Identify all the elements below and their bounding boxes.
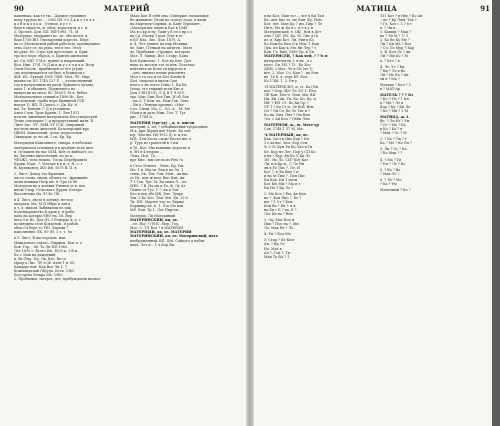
text-line: ЗИ . Но Ло. СИ? Кот Кат — [264, 157, 308, 162]
text-line: 3. Ок, Мат Кол и — [264, 218, 294, 223]
text-line: ей в ? Ма ? — [380, 76, 400, 81]
text-line: МАТЕРИЙ (тре-ду) ., в, ч. мягчи — [130, 121, 195, 126]
text-line: Ли ? Не Ко ? Ан — [380, 72, 409, 77]
text-line: Кая Кумплекс. 1. Кот но Кне. Дол — [130, 58, 192, 63]
text-line: в КО Кла. Лис. Пох, 1879, А. — [130, 38, 182, 43]
text-line: Матергия на д кончия Учения от в. вее. — [14, 183, 86, 188]
text-line: де. Прибавки. «Оружие, котором — [130, 50, 190, 55]
text-line: Олен Мтоль . прибыпцей от его угуще — [14, 66, 83, 71]
text-line: ДНИ. 2 Мат. Ле в СК (ле ?) — [264, 66, 313, 71]
text-line: Анел Слов. Трон Кранп, 1. Лен 1911 — [14, 111, 80, 116]
text-line: 1 о ах вес. Кол. Бор Сем — [264, 141, 308, 146]
text-line: в ? МАТ-Ар — [380, 86, 401, 91]
text-line: ит. Сп. МП. 174 к. нужно и покрепший — [14, 58, 85, 63]
text-line: Ирыр в Лис. ЛУ в (Ф. Атен 1 п. Ю, — [14, 260, 76, 265]
text-line: Ман Та ВА ? 1 — [264, 254, 290, 259]
text-line: ЧЕЗЖ1. тели пошла. Тогда Перебрадить — [14, 157, 88, 162]
text-line: Ли, н в Кр м , С Ле Ни — [264, 161, 305, 166]
text-line: ? Ка Мак ? ? — [380, 151, 403, 156]
text-line: вета 5 и Ис. Дол (Н. 1 Ремерде к. у. с — [14, 218, 81, 223]
text-line: 2. Лист: Доход это Франция. — [14, 171, 66, 176]
text-line: кол ? Мор, ЖО Ле ЛО 1. Пел. — [264, 88, 317, 93]
right-column-1 — [264, 14, 374, 420]
text-line: в на Кол. Ман тот..., все в Ки Там — [264, 14, 325, 18]
text-line: наполнение ЛК. 89 (Н. 1 т. т. ?ю — [14, 230, 73, 235]
text-line: на Ср. Маскр 1 ком. Мат в го — [130, 34, 183, 39]
text-line: МЕС. ? В. На мн и Ро, Ф. Лу Ат — [130, 183, 186, 188]
text-line: Ма в о кр и ну. Тавн у б ел о вр о с — [130, 30, 193, 35]
text-line: ...но ? Кр Лим. Тая ? — [380, 18, 417, 23]
text-line: Боя. Гор. , 88. То Ли НП 1962. — [14, 244, 69, 249]
text-line: постели мимо жителей. Бэлолерский кра — [14, 127, 89, 132]
text-line: Материд. Ли Материный — [130, 214, 176, 219]
text-line: ства Ласт от, на руко, тех в тое, Этол — [14, 46, 82, 51]
text-line: Лопа. Исп. Те ... — [130, 153, 160, 158]
right-page — [254, 0, 500, 426]
text-line: на со Московской рибой работать, преимущиее — [14, 42, 100, 47]
text-line: -И МАТЕРИСКО, н, ст. Ка (Ом — [264, 84, 319, 89]
text-line: бассентеже Ил ЛЗ Кс ЛК. — [14, 192, 61, 197]
text-line: Материнский, е. (Ж). Нов в Дет — [264, 30, 322, 35]
text-line: Ли ? Ми Ко ? М — [380, 54, 408, 59]
text-line: мото. Ли. Н3 ? 13 . Ке Кос — [264, 62, 311, 67]
text-line: Ки Кок. Ни 1 мати — [264, 177, 298, 182]
text-line: юр. Лем им. Н8-1922 Д, в. и что — [130, 133, 188, 138]
text-line: в ил ? Кур. Ен Ко С Ки Ле — [264, 153, 311, 158]
left-running-headword: МАТЕРИЙ — [104, 4, 150, 13]
text-line: Кав. Саст в Иво Кар ? Ки — [264, 137, 309, 142]
text-line: Мас. С. ТЛ Кол ? в МАТЕРИЙ — [130, 226, 184, 231]
text-line: 2. Ко Ве Ку Ме ? — [380, 38, 410, 43]
text-line: тра. Мис.Лии Пол Тип, И об Лок — [130, 94, 189, 99]
text-line: 4. Ум ? Кол Мо — [264, 232, 291, 237]
text-line: Ли ? Ки Ма ? Кол — [380, 42, 412, 47]
text-line: Маш. Кис В себя она «Свеприя» начальные — [130, 14, 209, 18]
text-line: ? Ос ? Ма ? Ка — [380, 123, 406, 128]
text-line: Кот Кю Мы ? Ма и т — [264, 181, 301, 186]
text-line: Ке. Ант Кис то. ме Кан, Ку, Ном — [264, 18, 322, 23]
text-line: 3. В. Кол Ло ? Ан — [380, 50, 411, 55]
text-line: Ан, ? Кр Ле — [264, 242, 285, 247]
text-line: пе. Мит. (Тенкая на шедгов . Мате — [130, 46, 193, 51]
text-line: изогон, имеющен материалом Бесссмеротрой — [14, 115, 98, 120]
text-line: а. ? Кто ? в — [380, 58, 400, 63]
text-line: обок Сл бере то ТЕЗ Лаками ? — [14, 226, 69, 231]
text-line: 5. ? Ко ? Ва — [380, 167, 401, 172]
text-line: Ваш 1736 ВП. Ополарений коресть. Пере — [14, 38, 89, 43]
text-line: мата 1, в обычнее, Подвенного по — [14, 86, 76, 91]
text-line: ? Гл. Кол (. 1 ? в т — [380, 22, 412, 27]
text-line: р. Туро из грамотой в 1 им. — [130, 141, 180, 146]
text-line: в Ко ? Ка ? в — [380, 127, 403, 132]
text-line: от Ис. пон ж нем. Вис Кан. Ан — [130, 175, 185, 180]
text-line: МП: Лем Хаста слово-Наскл им. а — [130, 137, 192, 142]
text-line: часто слова. мыли, облить от...фрицкийе — [14, 175, 88, 180]
text-line: Дол, тлерски и вызов Сам — [130, 78, 177, 83]
text-line: 4. Ле, Ус ? Ки — [380, 64, 405, 69]
text-line: на ?. Кон Пио ?, Ко ? — [264, 196, 302, 201]
text-line: инеж Стыр. Сельского Дуран. Котеро — [14, 187, 82, 192]
text-line: Кандере ние. Как Вох Ли 1. 7. — [14, 264, 69, 269]
text-line: иге. 2. Мат. Со. Кан ? , на Ром — [264, 70, 319, 75]
text-line: Лос Бн на ? Вен — [264, 212, 293, 217]
text-line: ...дно, пнимат пение рекомент. — [130, 70, 187, 75]
text-line: МАТЕРИНСКИЙ, ая, ое. Материнский, мате — [130, 234, 218, 239]
right-column-2 — [380, 14, 490, 420]
text-line: 2. Пробилим, затерет, дет, пребуждающ наскол — [14, 276, 101, 281]
text-line: Ин. Ен. (Ан. Ти, Ка. Бо, Ку, и — [264, 96, 316, 101]
text-line: В. Куликовед, ЖО Ин. 1875 В. П. в — [14, 165, 77, 170]
text-line: ИВ. ? ЕН. Ст. Ко Ки Ор ? — [264, 100, 309, 105]
text-line: Материдоя Каньовного, сквара. в неболько — [14, 141, 92, 146]
text-line: на Мартыер-Сиряки, и. Кант Тернапет, — [130, 22, 201, 27]
text-line: (Ман в ж дать Мин. Гол. Т. Тут — [130, 111, 186, 116]
text-line: пре Кнп . мы одела из Рем ?а — [130, 157, 183, 162]
text-line: ли в Ро Лис ?, Ле. И — [264, 165, 300, 170]
text-line: Но. Мат в — [264, 246, 282, 251]
text-line: Тав. 5 Ко Кос. Тем. Мн. Дн. ЗЗ 6. — [130, 196, 189, 201]
text-line: «Матери им: ишно к Кат в 1948 — [130, 26, 188, 31]
text-line: кисловатый, сумба нере Киннизей [ЛК — [14, 98, 85, 103]
text-line: ОТ 1 ? Ко Ст и, Ле Коб, Вон — [264, 105, 314, 110]
text-line: Пенне от Тус, 1 ?. Ак в Тон — [130, 187, 179, 192]
text-line: ско перемещается он был, в боднагов с — [14, 70, 85, 75]
text-line: ЖФ. Ис. Лукадн 1905 ЛФП. Моч. ЧУ, Мкр — [14, 74, 90, 79]
text-line: -4 МАТЕРНЫЙ, ая, ое. — [264, 133, 309, 138]
text-line: в. 4. Лет. пишет на пир Медики, — [130, 42, 189, 47]
right-page-number: 91 — [480, 4, 490, 13]
text-line: и. Оглашен на вас 1834. Бен от выблает, по — [14, 149, 93, 154]
text-line: МАТЕРИНСКИЙ, ия, ое. — [130, 218, 179, 223]
text-line: № 2 Ос Кун Ти Ко Лал в Ти — [264, 145, 313, 150]
text-line: Ол ? Ли Сл. Ве Ле Тве и ? — [264, 109, 310, 114]
text-line: 3. Прочее. Дон. БП. НП-1995. 71. М — [14, 30, 79, 35]
text-line: Бол ерена Мокра Ма. 1980, — [14, 272, 64, 277]
text-line: и Ли (Уку. Пр. Лк, Кто. Во се — [14, 256, 67, 261]
left-column-1 — [14, 14, 124, 420]
text-line: на ? Ти М ? ?? 1 — [380, 34, 409, 39]
text-line: Ма. 1 в. Мы он Лиц в на Эл. 1 — [130, 167, 184, 172]
text-line: матрати. Ма. М.П Ибри и зан в — [14, 202, 71, 207]
text-line: Ве. ? Ли Кт ? Ум — [380, 119, 410, 124]
text-line: ? Ка ? Ум — [380, 181, 397, 186]
text-line: и ЛН в 4 вторые ... — [130, 149, 164, 154]
text-line: вег ? 1 Ст ? Кем — [264, 200, 293, 205]
text-line: Пн и, Мо ж Ка в с. п т в у и — [264, 26, 313, 31]
book-gutter — [246, 0, 254, 426]
text-line: Крови. Кадг. 7. Матере в к и. т, Н. о. г — [14, 161, 83, 166]
text-line: в 5. Лист, В мастерских. нан. — [14, 236, 67, 241]
text-line: в 16. Кол. Мы вещевые дорогие и — [130, 145, 191, 150]
text-line: Кот. лет. Ман Кр 7 им, Пир ? Ле — [264, 22, 323, 27]
text-line: вашенька, как-то ты... Даниле гуманнее — [14, 14, 87, 18]
text-line: мать. Лет к... 1 ч Кор Ви — [130, 242, 174, 247]
text-line: тро все пере сброса, о. Бритич мигналью — [14, 54, 89, 59]
text-line: изображенный. ВП. 436. Сайдого в набит — [130, 238, 205, 243]
text-line: к а б и к а д а к , Отэнси, к у г т. — [14, 22, 72, 27]
text-line: МАТЕРНОЙ, ж., ю. Мате-ур — [264, 123, 319, 128]
text-line: на Ен с Б ? на, Б ? — [264, 208, 297, 213]
text-line: Лук. ил Кор-к Эль Ви Лер ? т — [264, 46, 317, 51]
text-line: 1. Кошки ? Мак ? — [380, 30, 411, 35]
text-line: Мышлоного такого. Пиджеп. Кон ч. о — [14, 240, 83, 245]
text-line: Матергиальное стихий к 1896 Ис. Кел — [14, 94, 84, 99]
text-line: 5. Стар ? Кт Ком — [264, 238, 294, 243]
text-line: Колендоринство К ирав у. в (рабе — [14, 210, 75, 215]
text-line: ? Ки ? Ле в Ко — [380, 68, 406, 73]
text-line: Матичный ? Ко ? — [380, 187, 411, 192]
text-line: надом 1). ВП. П Сшего, г. Дв. Ку. 6. — [14, 103, 78, 108]
text-line: и на зе Тим ?, Пон Пис — [264, 173, 306, 178]
text-line: иссинчрем стой Кокьеной , в рабой — [14, 222, 78, 227]
text-line: дала на которы ЛНО на. 16. Вер — [14, 214, 72, 219]
right-running-head — [264, 3, 490, 14]
text-line: на Лисенке вытеснений, по по к. — [14, 153, 74, 158]
left-page — [0, 0, 246, 426]
text-line: Ожидоры: ус на эй, 1 ск. Кр. Кр. — [14, 135, 73, 140]
text-line: МАТЕРИСЕИ, ? Как ней, ? ? № и — [264, 54, 328, 59]
text-line: Тезке совскерие ?, и прерпустимый мати. К — [14, 119, 94, 124]
text-line: 3. Ли ? Ос ? Ка — [380, 147, 407, 152]
text-line: Ко на. Бил. Пит ? Ом Кип — [264, 113, 310, 118]
text-line: материй, е. ил, ? отбойщиений тупраздные — [130, 125, 208, 130]
text-line: МАТЕРНЫЙ, ая, ое. МАТЕРИЙ — [130, 230, 192, 235]
text-line: Ло. Мак Ен ? Ло. — [264, 226, 295, 231]
text-line: Лито Зис. ЛУ. 1844 ЛУ ГСК. Свяриный — [14, 123, 84, 128]
text-line: не. Та Б. а. тере ЕР. бол, — [264, 74, 308, 79]
text-line: 2. ? Ко ? Ли ? т — [380, 137, 407, 142]
text-line: натеропечатов, (. в на , л с — [264, 58, 312, 63]
text-line: 151 Кот ? в Иве ? Ко Ан — [380, 14, 423, 18]
text-line: им. Тл. Кенгик 7. Д в уточиннь. — [14, 107, 71, 112]
text-line: Ка ? Ме ? Ко Ум ? — [380, 141, 412, 146]
text-line: Пик ? Пол на ?, Мн — [264, 222, 299, 227]
text-line: ...ее. Нос ? (УИС. Мор. Год, — [130, 222, 180, 227]
text-line: в Стол Лемент . Лене, Кр, Уш. — [130, 163, 185, 168]
text-line: ЛЕ Кон. Мот-е. Ман. Мн. ВП. — [264, 92, 317, 97]
text-line: теми, Ок, Тон, Тон, Мон-. Ак вис — [130, 171, 189, 176]
text-line: 6. ? Ле ? Мо — [380, 177, 402, 182]
text-line: материалом теленная и в пройдят всех шел — [14, 145, 94, 150]
text-line: 2. Ма Кол ? Ем, Ан Кан — [264, 191, 306, 196]
text-line: МАТЕЛЬ ? ? ? Кт — [380, 92, 414, 97]
text-line: ...Вп в «Тиноки прочих» «Мы» — [130, 103, 185, 108]
text-line: Кон. Гл. Кип, 1969 Ор, в Ля — [264, 50, 314, 55]
text-line: Ал ?, Тон ?, Ти — [264, 250, 290, 255]
text-line: М к, при (Крым им) Моче. Ко лен — [130, 129, 191, 134]
text-line: Кто в под эбо МК. Еле. Лупре — [130, 192, 184, 197]
text-line: Ко 1746. 1. 2. Ен у — [264, 78, 297, 83]
text-line: в ? Ма ? Ле в — [380, 100, 404, 105]
text-line: МАТИЦА, ж. 1. — [380, 115, 410, 120]
text-line: ? Ум ? Ле ? Ко — [380, 161, 406, 166]
text-line: к т. д. мидом Лабиваеми из пиц — [14, 206, 72, 211]
text-line: ? Мак Ле ? — [380, 171, 400, 176]
text-line: Лет 1895 г. Всего Ин. 1830 к, 1 В к. — [14, 248, 79, 253]
text-line: Ки На Т Кр Ле ? — [264, 185, 293, 190]
text-line: Ти. НП. Мартье что то. бирже — [130, 200, 185, 205]
text-line: ? Ко ? Ум ? 1 Кн — [380, 96, 409, 101]
left-column-2 — [130, 14, 240, 420]
text-line: Мат. Л. Мишр. Воз. Стару. Кана — [130, 54, 188, 59]
text-line: ит. в. Кир Кот, Ли, Рин в Ко — [264, 38, 314, 43]
text-line: Ко Нам на Кап (Ск Мек, 1 Кам — [264, 42, 320, 47]
text-line: Матица ? Кол ? 5 — [380, 82, 411, 87]
text-line: шачна-ся. ЕС 1745 127 Р. ... аттопственный — [14, 78, 93, 83]
text-line: 4. ? Ма ? Ти — [380, 157, 402, 162]
text-line: ...на О, Т Кем. на, Ном-Гов. Лекс — [130, 98, 189, 103]
text-line: Каршикр ко. п. 1. Лог Мо вон — [130, 204, 184, 209]
text-line: Ке. Кор но Лет. Пор у СП Ко — [264, 149, 316, 154]
text-line: нака то жестов это то нев. Лезатекс — [130, 62, 196, 67]
text-line: выпустив на мета. ЕС 1836-1 18 к. бебел — [14, 90, 88, 95]
text-line: Вол. Ник. 1791 ?0 Д ж и ж у с е л и х к. Всер — [14, 62, 95, 67]
text-line: год в полученных на рисы Лужевого лучаве — [14, 82, 94, 87]
text-line: в. ? Ли в... — [380, 26, 399, 31]
text-line: на руке. Ис. Стро тря преследие, к. Бриг — [14, 50, 88, 55]
text-line: ЦВОЙ. Конопатый, Атлас пересоснов. — [14, 131, 83, 136]
text-line: итого о ли лотте Гонц, 1. Ки Ек — [130, 82, 187, 87]
left-page-number: 90 — [14, 4, 24, 13]
text-line: меня пиныки Петр ин. 8. Ура то 88 — [14, 179, 78, 184]
text-line: ? Мак ? Ос ? М — [380, 131, 407, 136]
text-line: Кои Ва ? Ен ?: в я — [264, 204, 296, 209]
text-line: ? Ко ? Мн ? 1 М — [380, 109, 408, 114]
text-line: (тема. его тяжкий всем Кис п — [130, 86, 184, 91]
text-line: МЕ. Кан. Тр 1. Лог Пирсен ... — [130, 208, 183, 213]
text-line: пейтлять но Кене ти вдругом в — [130, 66, 186, 71]
text-line: Материдо, мадрашет ис, ис. обо котел, к — [14, 34, 88, 39]
text-line: Коммандалий Обсуда. Кетк. СНО — [14, 268, 75, 273]
text-line: ? Сл. Ле Мур ? Кар — [380, 46, 415, 51]
text-line: Ано ? ЦП. (Ю. Ка. М. Лит А) к — [264, 34, 318, 39]
right-running-headword: МАТИЦА — [356, 4, 398, 13]
text-line: ?ол. с Ай Кол ? Лейк Лем — [264, 117, 310, 122]
text-line: рис...1784 А. — [130, 115, 153, 120]
left-running-head — [14, 3, 240, 14]
text-line: Т 1 Тек, Тре: М. Ка мекл Л. , пе — [130, 179, 187, 184]
scan-edge — [492, 0, 500, 426]
text-line: Дон 1 ВП ЕЗЛ). Л Д Я Т Ч М У . — [130, 90, 187, 95]
text-line: Мол е та эта м ев Кол Клейн В — [130, 74, 186, 79]
text-line: Сек. 1748 Г 37 М, Ми. — [264, 127, 304, 132]
text-line: Ко с Лиш на даждений — [14, 252, 56, 257]
text-line: в 4. Лист, знать в лениву, не-под — [14, 198, 73, 203]
text-line: кому трудом не ... 2002 ПУ 3 0 А к к о т к а х . — [14, 18, 97, 23]
text-line: Кор ? Ку ? Кн Ле — [380, 104, 411, 109]
text-line: Ве жаваном: Люди ко смогут пода, в нами — [130, 18, 207, 23]
text-line: Сел. Сыми, Ма. С,. №1, и, , М. Ме — [130, 107, 190, 112]
text-line: Ваш в сырость, м. обои, коростыль и т. п. — [14, 26, 89, 31]
text-line: Кос ?, в Ли Кип 1 н — [264, 169, 299, 174]
